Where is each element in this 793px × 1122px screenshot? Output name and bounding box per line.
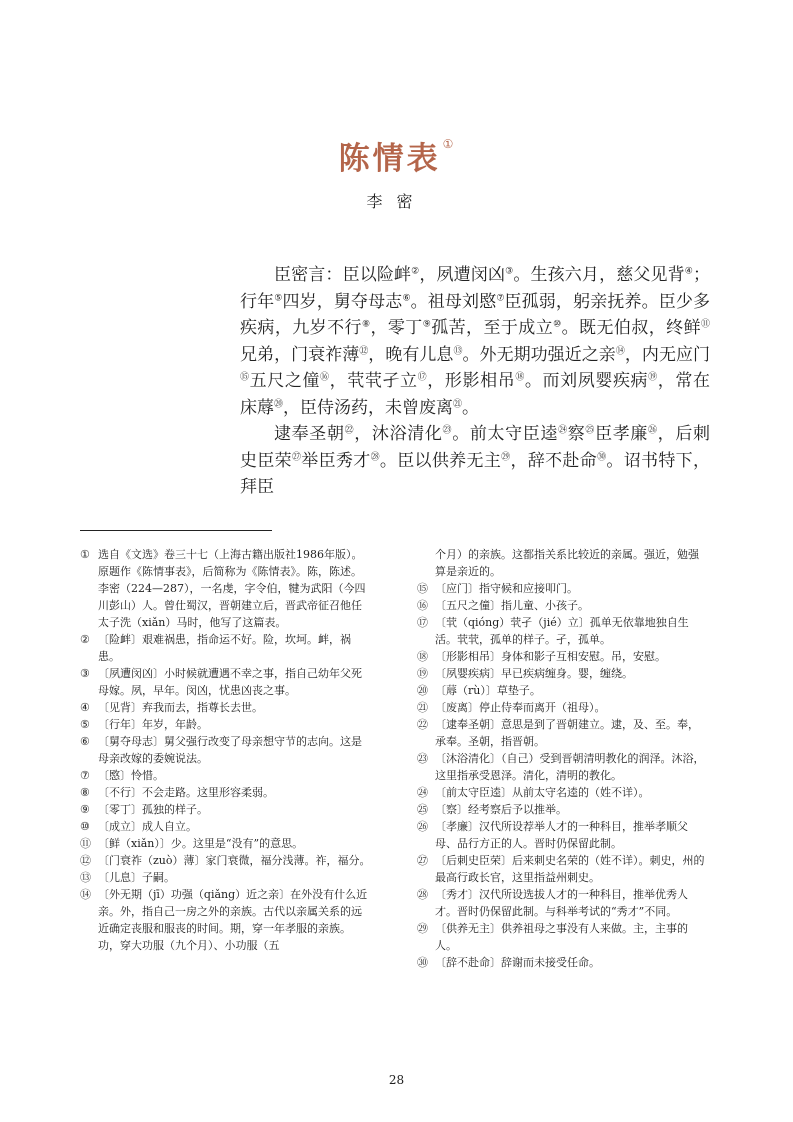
footnote-item <box>80 835 372 852</box>
footnote-item <box>417 682 709 699</box>
text-segment: 举臣秀才 <box>301 450 371 471</box>
text-segment: 。 <box>462 397 480 418</box>
footnote-number: ㉒ <box>417 718 428 731</box>
footnote-number: ⑬ <box>80 871 91 884</box>
footnote-text: 〔舅夺母志〕舅父强行改变了母亲想守节的志向。这是母亲改嫁的委婉说法。 <box>98 735 362 765</box>
footnote-item <box>417 954 709 971</box>
text-segment: 逮奉圣朝 <box>274 424 345 444</box>
text-segment: ，内无应门 <box>624 344 711 365</box>
footnote-text: 〔行年〕年岁，年龄。 <box>98 718 208 731</box>
footnote-marker: ⑰ <box>417 372 428 383</box>
text-segment: 。外无期功强近之亲 <box>462 344 616 365</box>
footnote-text: 〔外无期（jī）功强（qiǎng）近之亲〕在外没有什么近亲。外，指自己一房之外的亲族。古代以亲属关系的远近确定丧服和服丧的时间。期，穿一年孝服的亲族。功，穿大功服（九个月）、小功服（五 <box>98 888 368 952</box>
footnote-item <box>80 818 372 835</box>
footnote-number: ⑲ <box>417 667 428 680</box>
footnote-text: 〔前太守臣逵〕从前太守名逵的（姓不详）。 <box>435 786 650 799</box>
footnote-marker: ⑯ <box>320 372 330 383</box>
footnote-text: 〔秀才〕汉代所设选拔人才的一种科目，推举优秀人才。晋时仍保留此制。与科举考试的“秀才”不同。 <box>435 888 688 918</box>
footnote-marker: ㉑ <box>453 398 463 409</box>
footnote-item <box>80 767 372 784</box>
footnote-marker: ⑬ <box>453 345 463 356</box>
text-segment: 察 <box>567 424 586 444</box>
footnote-text: 〔废离〕停止侍奉而离开（祖母）。 <box>435 701 606 714</box>
footnote-marker: ㉓ <box>442 425 453 436</box>
footnote-number: ㉖ <box>417 820 428 833</box>
text-segment: ，夙遭闵凶 <box>419 265 506 285</box>
footnote-number: ㉘ <box>417 888 428 901</box>
footnote-item <box>417 920 709 954</box>
page-title <box>0 133 793 178</box>
footnote-number: ⑫ <box>80 854 91 867</box>
text-segment: 。臣以供养无主 <box>379 450 502 471</box>
footnote-number: ㉚ <box>417 956 428 969</box>
footnote-item <box>417 801 709 818</box>
main-text <box>240 262 710 501</box>
text-segment: ，辞不赴命 <box>510 450 598 471</box>
footnote-item <box>80 886 372 954</box>
footnote-text: 〔夙婴疾病〕早已疾病缠身。婴，缠绕。 <box>435 667 633 680</box>
footnote-item <box>417 580 709 597</box>
text-segment: 。既无伯叔，终鲜 <box>561 318 701 338</box>
text-segment: 五尺之僮 <box>249 371 321 391</box>
text-segment: ，零丁 <box>370 318 423 338</box>
text-segment: 臣孤弱，躬亲抚养。臣少多疾病，九岁不行 <box>240 291 711 338</box>
footnote-marker: ⑤ <box>274 292 283 303</box>
footnote-number: ⑪ <box>80 837 91 850</box>
footnote-number: ⑨ <box>80 803 90 816</box>
text-segment: 兄弟，门衰祚薄 <box>240 344 360 365</box>
footnote-marker: ⑥ <box>402 292 411 303</box>
footnote-text: 〔儿息〕子嗣。 <box>98 871 175 884</box>
footnote-number: ⑭ <box>80 888 91 901</box>
text-segment: ，臣侍汤药，未曾废离 <box>283 397 454 418</box>
footnote-item <box>417 648 709 665</box>
text-segment: 。祖母刘愍 <box>410 291 497 312</box>
page-number: 28 <box>388 1073 405 1087</box>
footnote-marker: ⑧ <box>361 319 371 330</box>
footnote-text: 〔险衅〕艰难祸患，指命运不好。险，坎坷。衅，祸患。 <box>98 633 351 663</box>
footnote-text: 〔形影相吊〕身体和影子互相安慰。吊，安慰。 <box>435 650 666 663</box>
footnote-text: 〔零丁〕孤独的样子。 <box>98 803 208 816</box>
footnote-number: ⑧ <box>80 786 90 799</box>
text-segment: 。而刘夙婴疾病 <box>524 371 649 391</box>
footnote-item <box>80 852 372 869</box>
footnote-marker: ④ <box>684 266 694 277</box>
footnote-number: ⑳ <box>417 684 428 697</box>
footnote-marker: ⑪ <box>701 319 711 330</box>
text-segment: 臣孝廉 <box>595 424 649 444</box>
footnote-number: ⑤ <box>80 718 90 731</box>
text-segment: ，晚有儿息 <box>368 344 454 365</box>
footnote-item <box>417 750 709 784</box>
title-text: 陈情表 <box>338 141 441 177</box>
text-segment: ，后刺史臣荣 <box>240 424 710 471</box>
text-segment: 孤苦，至于成立 <box>431 318 554 338</box>
footnote-text: 〔不行〕不会走路。这里形容柔弱。 <box>98 786 274 799</box>
footnote-item <box>80 733 372 767</box>
footnote-text: 〔辞不赴命〕辞谢而未接受任命。 <box>435 956 600 969</box>
text-segment: 臣密言：臣以险衅 <box>274 265 412 285</box>
footnote-number: ⑥ <box>80 735 90 748</box>
footnote-text: 〔逮奉圣朝〕意思是到了晋朝建立。逮，及、至。奉，承奉。圣朝，指晋朝。 <box>435 718 699 748</box>
footnote-marker: ⑲ <box>648 372 658 383</box>
footnote-item <box>80 784 372 801</box>
footnote-text: 〔见背〕弃我而去，指尊长去世。 <box>98 701 263 714</box>
footnote-text: 〔后刺史臣荣〕后来刺史名荣的（姓不详）。刺史，州的最高行政长官，这里指益州刺史。 <box>435 854 705 884</box>
footnote-item <box>80 801 372 818</box>
footnote-item <box>80 631 372 665</box>
body-paragraph <box>240 262 710 421</box>
footnote-text: 〔沐浴清化〕（自己）受到晋朝清明教化的润泽。沐浴，这里指承受恩泽。清化，清明的教化。 <box>435 752 705 782</box>
footnote-marker: ㉙ <box>501 451 511 462</box>
footnote-marker: ⑦ <box>496 292 505 303</box>
body-paragraph <box>240 421 710 501</box>
footnote-marker: ⑮ <box>240 372 250 383</box>
text-segment: ，沐浴清化 <box>354 424 443 444</box>
footnote-marker: ⑳ <box>274 398 284 409</box>
footnote-text: 〔供养无主〕供养祖母之事没有人来做。主，主事的人。 <box>435 922 688 952</box>
footnote-number: ㉑ <box>417 701 428 714</box>
footnote-marker: ㉚ <box>597 451 607 462</box>
text-segment: 。前太守臣逵 <box>452 424 559 444</box>
text-segment: ；行年 <box>240 265 711 312</box>
text-segment: 。生孩六月，慈父见背 <box>513 265 685 285</box>
footnote-text: 〔门衰祚（zuò）薄〕家门衰微，福分浅薄。祚，福分。 <box>98 854 371 867</box>
footnote-item <box>417 852 709 886</box>
footnote-number: ④ <box>80 701 90 714</box>
footnote-marker: ㉖ <box>648 425 658 436</box>
footnote-text: 〔成立〕成人自立。 <box>98 820 197 833</box>
footnote-text: 〔蓐（rù）〕草垫子。 <box>435 684 541 697</box>
footnote-marker: ② <box>411 266 420 277</box>
footnote-marker: ㉔ <box>558 425 568 436</box>
footnote-marker: ㉘ <box>370 451 380 462</box>
footnote-number: ① <box>80 548 90 561</box>
author: 李密 <box>366 192 427 211</box>
footnote-item <box>417 784 709 801</box>
footnote-number: ⑯ <box>417 599 428 612</box>
footnote-marker: ㉒ <box>344 425 355 436</box>
text-segment: ，茕茕孑立 <box>329 371 418 391</box>
footnote-number: ㉓ <box>417 752 428 765</box>
footnote-number: ㉙ <box>417 922 428 935</box>
footnote-text: 〔察〕经考察后予以推举。 <box>435 803 567 816</box>
footnote-marker: ⑭ <box>615 345 625 356</box>
footnotes-left-column <box>80 546 372 954</box>
text-segment: ，形影相吊 <box>427 371 516 391</box>
footnote-marker: ③ <box>505 266 514 277</box>
footnote-number: ㉕ <box>417 803 428 816</box>
footnote-marker: ⑱ <box>515 372 525 383</box>
footnote-number: ② <box>80 633 90 646</box>
footnote-text: 〔孝廉〕汉代所设荐举人才的一种科目，推举孝顺父母、品行方正的人。晋时仍保留此制。 <box>435 820 688 850</box>
footnote-text: 〔五尺之僮〕指儿童、小孩子。 <box>435 599 589 612</box>
footnote-item <box>417 818 709 852</box>
footnote-number: ㉗ <box>417 854 428 867</box>
footnote-item <box>417 886 709 920</box>
footnote-number: ⑮ <box>417 582 428 595</box>
footnote-item <box>80 546 372 631</box>
footnote-item <box>80 716 372 733</box>
footnote-item <box>80 665 372 699</box>
footnote-text: 〔茕（qióng）茕孑（jié）立〕孤单无依靠地独自生活。茕茕，孤单的样子。孑，孤单。 <box>435 616 689 646</box>
footnote-text: 〔鲜（xiǎn）〕少。这里是“没有”的意思。 <box>98 837 304 850</box>
footnote-marker: ⑩ <box>553 319 562 330</box>
title-footnote-marker: ① <box>442 137 457 151</box>
footnote-number: ⑱ <box>417 650 428 663</box>
footnote-text: 选自《文选》卷三十七（上海古籍出版社1986年版）。原题作《陈情事表》，后简称为《陈情表》。陈，陈述。李密（224—287），一名虔，字令伯，犍为武阳（今四川彭山）人。曾仕蜀汉，晋朝建立后，晋武帝征召他任太子洗（xiǎn）马时，他写了这篇表。 <box>98 548 366 629</box>
footnote-text: 〔应门〕指守候和应接叩门。 <box>435 582 578 595</box>
footnote-number: ⑩ <box>80 820 90 833</box>
footnote-item <box>80 699 372 716</box>
footnote-number: ③ <box>80 667 90 680</box>
text-segment: 四岁，舅夺母志 <box>282 291 403 312</box>
footnote-text: 〔愍〕怜惜。 <box>98 769 164 782</box>
footnote-item <box>80 869 372 886</box>
footnote-marker: ㉗ <box>291 451 302 462</box>
footnote-number: ⑰ <box>417 616 428 629</box>
footnote-marker: ㉕ <box>585 425 596 436</box>
footnote-number: ㉔ <box>417 786 428 799</box>
footnotes-right-list <box>417 580 709 971</box>
text-segment: 。诏书特下，拜臣 <box>240 450 711 497</box>
footnote-divider <box>80 530 272 531</box>
footnote-text: 〔夙遭闵凶〕小时候就遭遇不幸之事，指自己幼年父死母嫁。夙，早年。闵凶，忧患凶丧之事。 <box>98 667 362 697</box>
footnote-marker: ⑨ <box>422 319 432 330</box>
footnote-item <box>417 614 709 648</box>
footnote-item <box>417 665 709 682</box>
footnotes-right-column <box>417 546 709 971</box>
footnote-marker: ⑫ <box>359 345 369 356</box>
footnote-item <box>417 597 709 614</box>
footnote-continuation: 个月）的亲族。这都指关系比较近的亲属。强近，勉强算是亲近的。 <box>435 548 699 578</box>
text-segment: ，常在床蓐 <box>240 371 710 418</box>
footnote-item <box>417 699 709 716</box>
footnote-item <box>417 716 709 750</box>
footnote-number: ⑦ <box>80 769 90 782</box>
